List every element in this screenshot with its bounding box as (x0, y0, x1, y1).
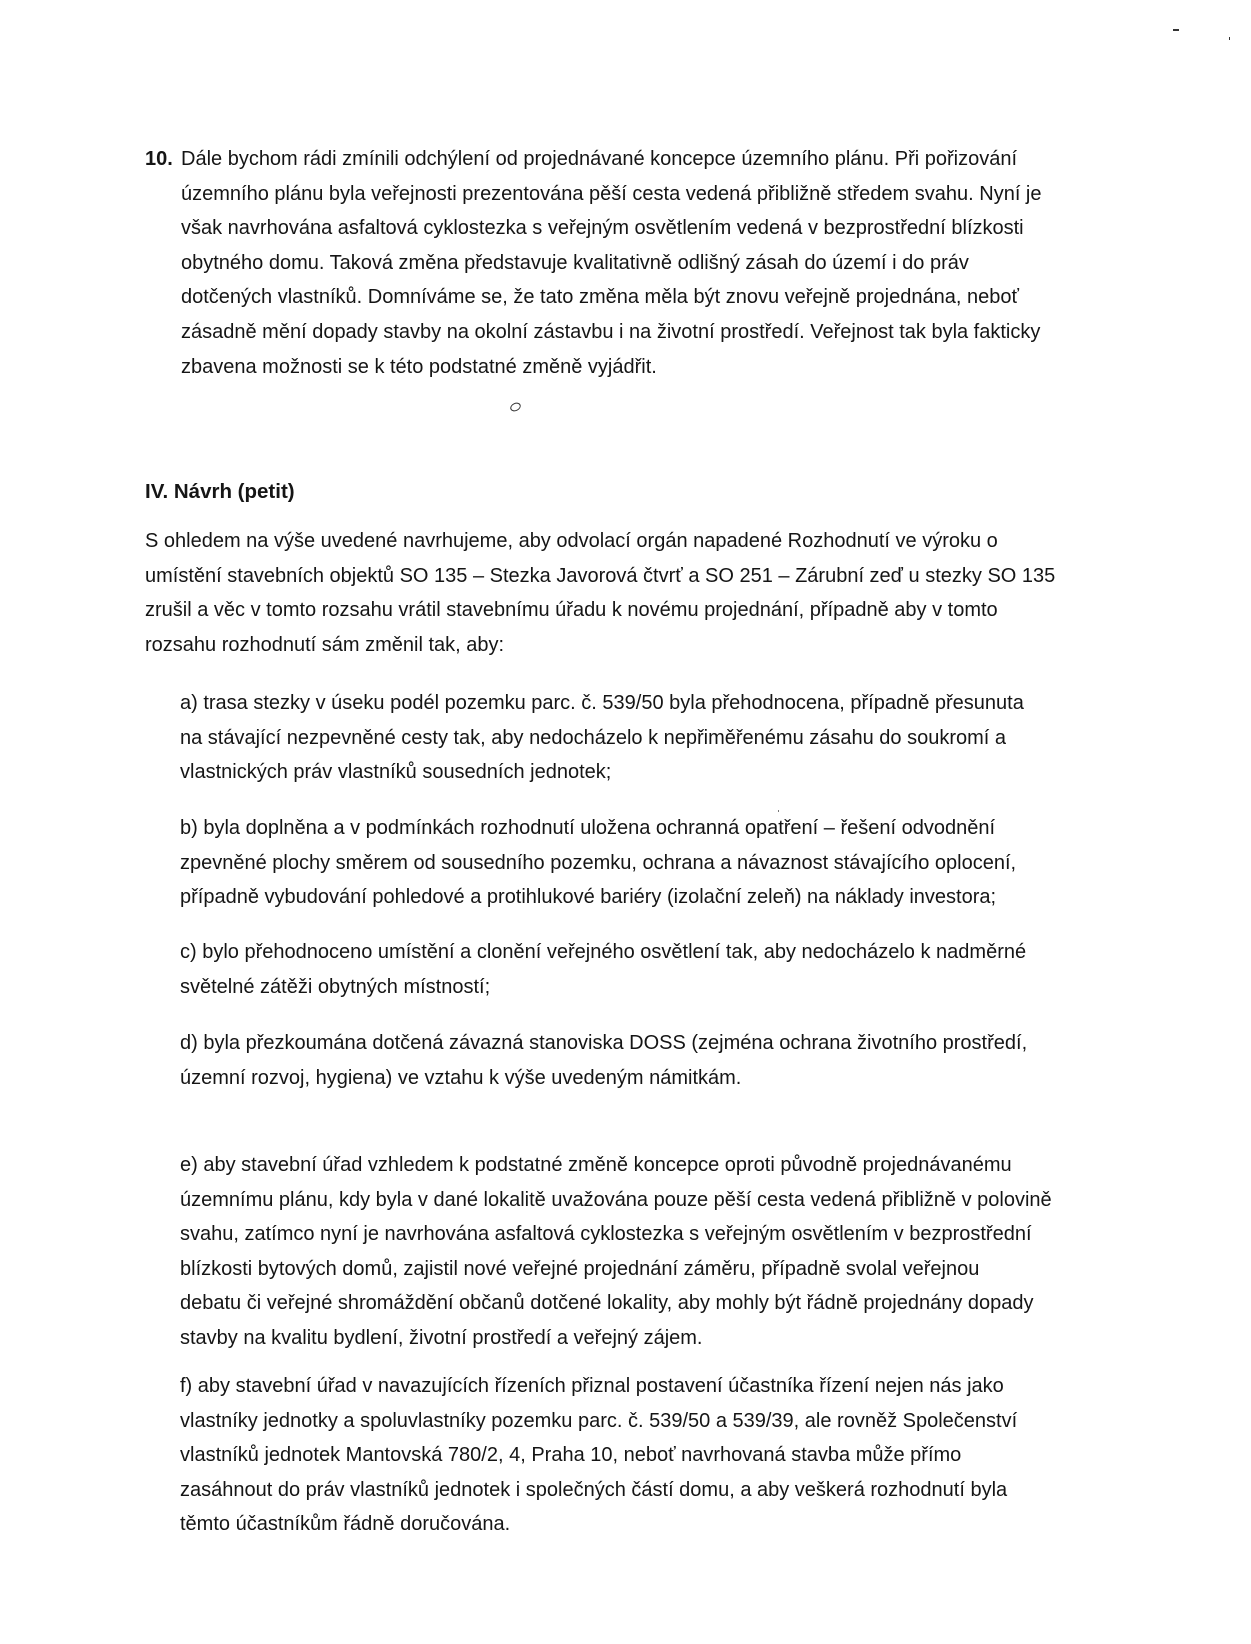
item-line: vlastníky jednotky a spoluvlastníky pozemku parc. č. 539/50 a 539/39, ale rovněž Společenství (180, 1409, 1018, 1432)
paragraph-line: však navrhována asfaltová cyklostezka s veřejným osvětlením vedená v bezprostřední blízkosti (181, 217, 1024, 240)
item-line: případně vybudování pohledové a protihlukové bariéry (izolační zeleň) na náklady investora; (180, 886, 997, 909)
item-line: svahu, zatímco nyní je navrhována asfaltová cyklostezka s veřejným osvětlením v bezprostřední (180, 1223, 1032, 1246)
item-line: územní rozvoj, hygiena) ve vztahu k výše uvedeným námitkám. (180, 1066, 742, 1089)
intro-line: umístění stavebních objektů SO 135 – Stezka Javorová čtvrť a SO 251 – Zárubní zeď u stezky SO 135 (145, 564, 1056, 587)
paragraph-line: dotčených vlastníků. Domníváme se, že tato změna měla být znovu veřejně projednána, neboť (181, 286, 1019, 309)
scan-speck (1229, 37, 1230, 40)
item-line: světelné zátěži obytných místností; (180, 975, 491, 998)
petit-item-c (180, 935, 1080, 1004)
item-line: na stávající nezpevněné cesty tak, aby nedocházelo k nepřiměřenému zásahu do soukromí a (180, 726, 1007, 749)
paragraph-number: 10. (145, 148, 173, 170)
intro-line: zrušil a věc v tomto rozsahu vrátil stavebnímu úřadu k novému projednání, případně aby v tomto (145, 599, 998, 622)
paragraph-line: obytného domu. Taková změna představuje kvalitativně odlišný zásah do území i do práv (181, 251, 969, 274)
item-line: blízkosti bytových domů, zajistil nové veřejné projednání záměru, případně svolal veřejnou (180, 1257, 980, 1280)
paragraph-line: územního plánu byla veřejnosti prezentována pěší cesta vedená přibližně středem svahu. Nyní je (181, 182, 1042, 205)
petit-item-b (180, 811, 1080, 915)
petit-item-f (180, 1369, 1080, 1542)
item-line: d) byla přezkoumána dotčená závazná stanoviska DOSS (zejména ochrana životního prostředí, (180, 1032, 1028, 1054)
item-line: c) bylo přehodnoceno umístění a clonění veřejného osvětlení tak, aby nedocházelo k nadměrné (180, 941, 1027, 963)
paragraph-line: zásadně mění dopady stavby na okolní zástavbu i na životní prostředí. Veřejnost tak byla fakticky (181, 320, 1041, 343)
item-line: územnímu plánu, kdy byla v dané lokalitě uvažována pouze pěší cesta vedená přibližně v polovině (180, 1188, 1052, 1211)
item-line: zpevněné plochy směrem od sousedního pozemku, ochrana a návaznost stávajícího oplocení, (180, 851, 1017, 874)
item-line: vlastnických práv vlastníků sousedních jednotek; (180, 761, 612, 784)
stray-pen-mark (509, 401, 522, 413)
petit-intro (145, 524, 1095, 662)
item-line: stavby na kvalitu bydlení, životní prostředí a veřejný zájem. (180, 1326, 703, 1349)
paragraph-10 (145, 142, 1095, 384)
item-line: těmto účastníkům řádně doručována. (180, 1513, 511, 1536)
paragraph-line: zbavena možnosti se k této podstatné změně vyjádřit. (181, 355, 657, 378)
intro-line: rozsahu rozhodnutí sám změnil tak, aby: (145, 633, 505, 656)
section-heading-petit: IV. Návrh (petit) (145, 480, 295, 503)
item-line: f) aby stavební úřad v navazujících řízeních přiznal postavení účastníka řízení nejen nás jako (180, 1375, 1004, 1397)
item-line: debatu či veřejné shromáždění občanů dotčené lokality, aby mohly být řádně projednány dopady (180, 1292, 1034, 1315)
item-line: b) byla doplněna a v podmínkách rozhodnutí uložena ochranná opatření – řešení odvodnění (180, 817, 996, 839)
item-line: zasáhnout do práv vlastníků jednotek i společných částí domu, a aby veškerá rozhodnutí byla (180, 1478, 1008, 1501)
item-line: e) aby stavební úřad vzhledem k podstatné změně koncepce oproti původně projednávanému (180, 1154, 1012, 1176)
petit-item-d (180, 1026, 1080, 1095)
item-line: vlastníků jednotek Mantovská 780/2, 4, Praha 10, neboť navrhovaná stavba může přímo (180, 1444, 962, 1467)
item-line: a) trasa stezky v úseku podél pozemku parc. č. 539/50 byla přehodnocena, případně přesunuta (180, 692, 1024, 714)
petit-item-a (180, 686, 1080, 790)
paragraph-line: 10. Dále bychom rádi zmínili odchýlení od projednávané koncepce územního plánu. Při pořizování (145, 142, 1095, 177)
scan-speck (1173, 29, 1179, 31)
petit-item-e (180, 1148, 1080, 1356)
intro-line: S ohledem na výše uvedené navrhujeme, aby odvolací orgán napadené Rozhodnutí ve výroku o (145, 530, 998, 552)
